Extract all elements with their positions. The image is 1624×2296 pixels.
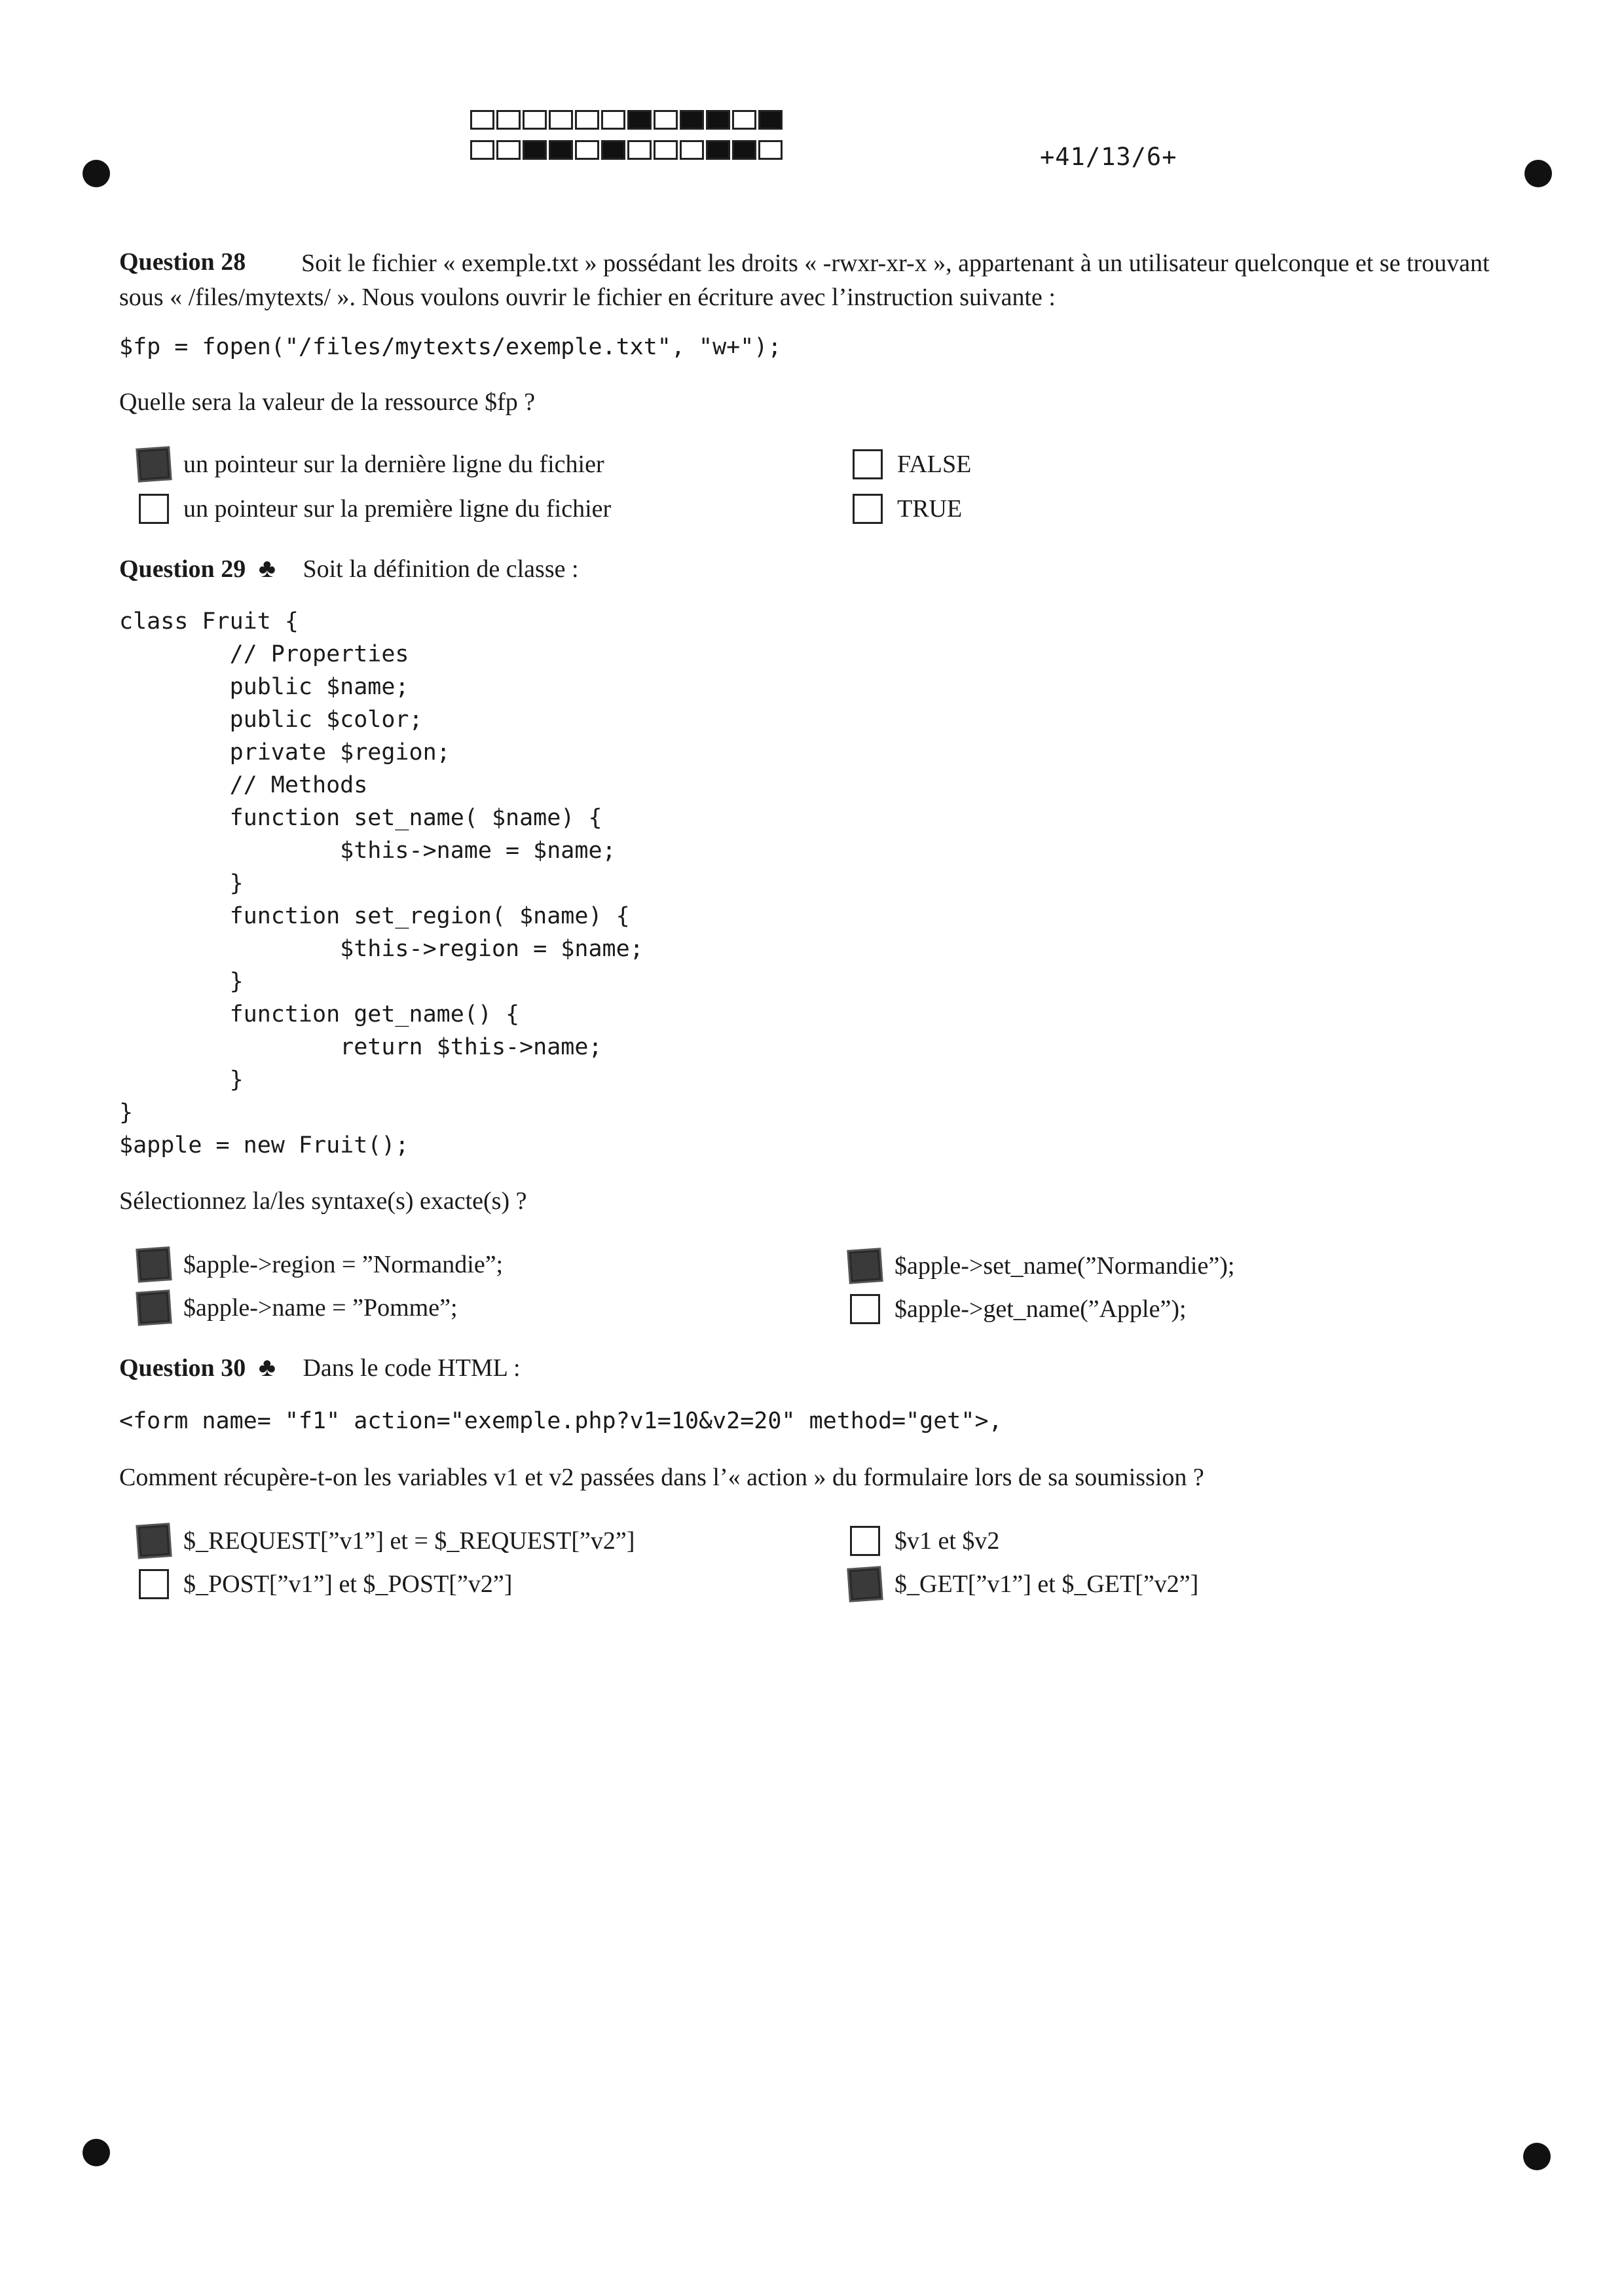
question-29-code: [119, 605, 644, 1162]
code-line: $apple = new Fruit();: [119, 1132, 409, 1158]
answer-label: $apple->region = ”Normandie”;: [183, 1251, 504, 1278]
answer-label: $apple->set_name(”Normandie”);: [895, 1252, 1235, 1280]
answer-label: $apple->name = ”Pomme”;: [183, 1294, 458, 1322]
registration-mark-bottom-left: [83, 2139, 110, 2166]
question-29-intro: Soit la définition de classe :: [303, 555, 579, 583]
checkbox[interactable]: [139, 1569, 169, 1599]
code-line: public $color;: [119, 707, 423, 733]
checkbox[interactable]: [138, 1248, 170, 1280]
code-line: }: [119, 969, 244, 995]
checkbox[interactable]: [853, 449, 883, 479]
answer-label: $_REQUEST[”v1”] et = $_REQUEST[”v2”]: [183, 1527, 635, 1555]
code-line: // Properties: [119, 641, 409, 667]
answer-label: $_GET[”v1”] et $_GET[”v2”]: [895, 1570, 1199, 1598]
checkbox[interactable]: [138, 448, 170, 480]
answer-label: un pointeur sur la première ligne du fichier: [183, 495, 612, 523]
checkbox[interactable]: [138, 1291, 170, 1324]
club-icon: ♣: [258, 553, 276, 583]
barcode-cell: [549, 140, 573, 160]
question-30-prompt: Comment récupère-t-on les variables v1 et v2 passées dans l’« action » du formulaire lors de sa soumission ?: [119, 1464, 1204, 1491]
barcode-row-2: [470, 140, 784, 160]
code-line: function set_region( $name) {: [119, 903, 630, 929]
barcode-row-1: [470, 110, 784, 130]
barcode-cell: [523, 140, 547, 160]
barcode-cell: [732, 110, 756, 130]
question-29-heading: [119, 553, 579, 583]
page-code: +41/13/6+: [1040, 143, 1177, 171]
checkbox[interactable]: [849, 1250, 881, 1282]
barcode-cell: [706, 140, 730, 160]
checkbox[interactable]: [139, 494, 169, 524]
answer-label: $apple->get_name(”Apple”);: [895, 1295, 1187, 1323]
code-line: private $region;: [119, 739, 451, 766]
barcode-cell: [575, 140, 599, 160]
question-30-title: Question 30: [119, 1354, 246, 1382]
code-line: function set_name( $name) {: [119, 805, 602, 831]
code-line: return $this->name;: [119, 1034, 602, 1060]
question-28-title: Question 28: [119, 248, 246, 276]
barcode-cell: [601, 140, 625, 160]
q29-answer-1[interactable]: [139, 1250, 503, 1280]
question-30-intro: Dans le code HTML :: [303, 1354, 521, 1382]
barcode-cell: [680, 140, 704, 160]
barcode-cell: [654, 140, 678, 160]
code-line: class Fruit {: [119, 608, 299, 635]
answer-label: FALSE: [897, 451, 972, 478]
answer-label: $_POST[”v1”] et $_POST[”v2”]: [183, 1570, 513, 1598]
answer-label: $v1 et $v2: [895, 1527, 1000, 1555]
checkbox[interactable]: [850, 1294, 880, 1324]
registration-mark-top-right: [1524, 160, 1552, 187]
checkbox[interactable]: [138, 1525, 170, 1557]
question-29-title: Question 29: [119, 555, 246, 583]
barcode-cell: [654, 110, 678, 130]
barcode-cell: [680, 110, 704, 130]
club-icon: ♣: [258, 1352, 276, 1382]
q28-answer-2[interactable]: [139, 494, 611, 524]
question-29-prompt: Sélectionnez la/les syntaxe(s) exacte(s) ?: [119, 1187, 527, 1215]
checkbox[interactable]: [849, 1568, 881, 1600]
barcode-cell: [627, 140, 652, 160]
question-28-prompt: Quelle sera la valeur de la ressource $fp ?: [119, 388, 536, 416]
question-30-heading: [119, 1352, 521, 1382]
q30-answer-1[interactable]: [139, 1526, 635, 1556]
question-30-code: <form name= "f1" action="exemple.php?v1=10&v2=20" method="get">,: [119, 1408, 1003, 1434]
barcode-cell: [470, 140, 494, 160]
registration-mark-bottom-right: [1523, 2143, 1551, 2170]
barcode-cell: [601, 110, 625, 130]
code-line: function get_name() {: [119, 1001, 520, 1028]
q28-answer-1[interactable]: [139, 449, 604, 479]
barcode-cell: [706, 110, 730, 130]
question-28-intro: [119, 246, 1519, 314]
barcode-cell: [627, 110, 652, 130]
barcode-cell: [549, 110, 573, 130]
q30-answer-4[interactable]: [850, 1569, 1198, 1599]
answer-label: TRUE: [897, 495, 963, 523]
barcode-cell: [470, 110, 494, 130]
barcode-cell: [758, 140, 783, 160]
barcode-cell: [575, 110, 599, 130]
q28-answer-4[interactable]: [853, 494, 962, 524]
answer-label: un pointeur sur la dernière ligne du fichier: [183, 451, 604, 478]
code-line: }: [119, 1100, 134, 1126]
q30-answer-2[interactable]: [139, 1569, 512, 1599]
code-line: $this->region = $name;: [119, 936, 644, 962]
q30-answer-3[interactable]: [850, 1526, 999, 1556]
code-line: $this->name = $name;: [119, 838, 616, 864]
q28-answer-3[interactable]: [853, 449, 971, 479]
question-28-intro-text: Soit le fichier « exemple.txt » possédant les droits « -rwxr-xr-x », appartenant à un utilisateur quelconque et se trouvant sous « /files/mytexts/ ». Nous voulons ouvrir le fichier en écriture avec l’instruction suivante :: [119, 250, 1490, 311]
question-28-code: $fp = fopen("/files/mytexts/exemple.txt", "w+");: [119, 334, 782, 360]
code-line: public $name;: [119, 674, 409, 700]
code-line: }: [119, 1067, 244, 1093]
barcode-cell: [732, 140, 756, 160]
barcode-cell: [496, 140, 521, 160]
registration-mark-top-left: [83, 160, 110, 187]
q29-answer-3[interactable]: [850, 1251, 1234, 1281]
barcode-cell: [758, 110, 783, 130]
q29-answer-4[interactable]: [850, 1294, 1187, 1324]
checkbox[interactable]: [850, 1526, 880, 1556]
barcode-cell: [496, 110, 521, 130]
code-line: }: [119, 870, 244, 897]
checkbox[interactable]: [853, 494, 883, 524]
barcode-cell: [523, 110, 547, 130]
code-line: // Methods: [119, 772, 368, 798]
q29-answer-2[interactable]: [139, 1293, 458, 1323]
